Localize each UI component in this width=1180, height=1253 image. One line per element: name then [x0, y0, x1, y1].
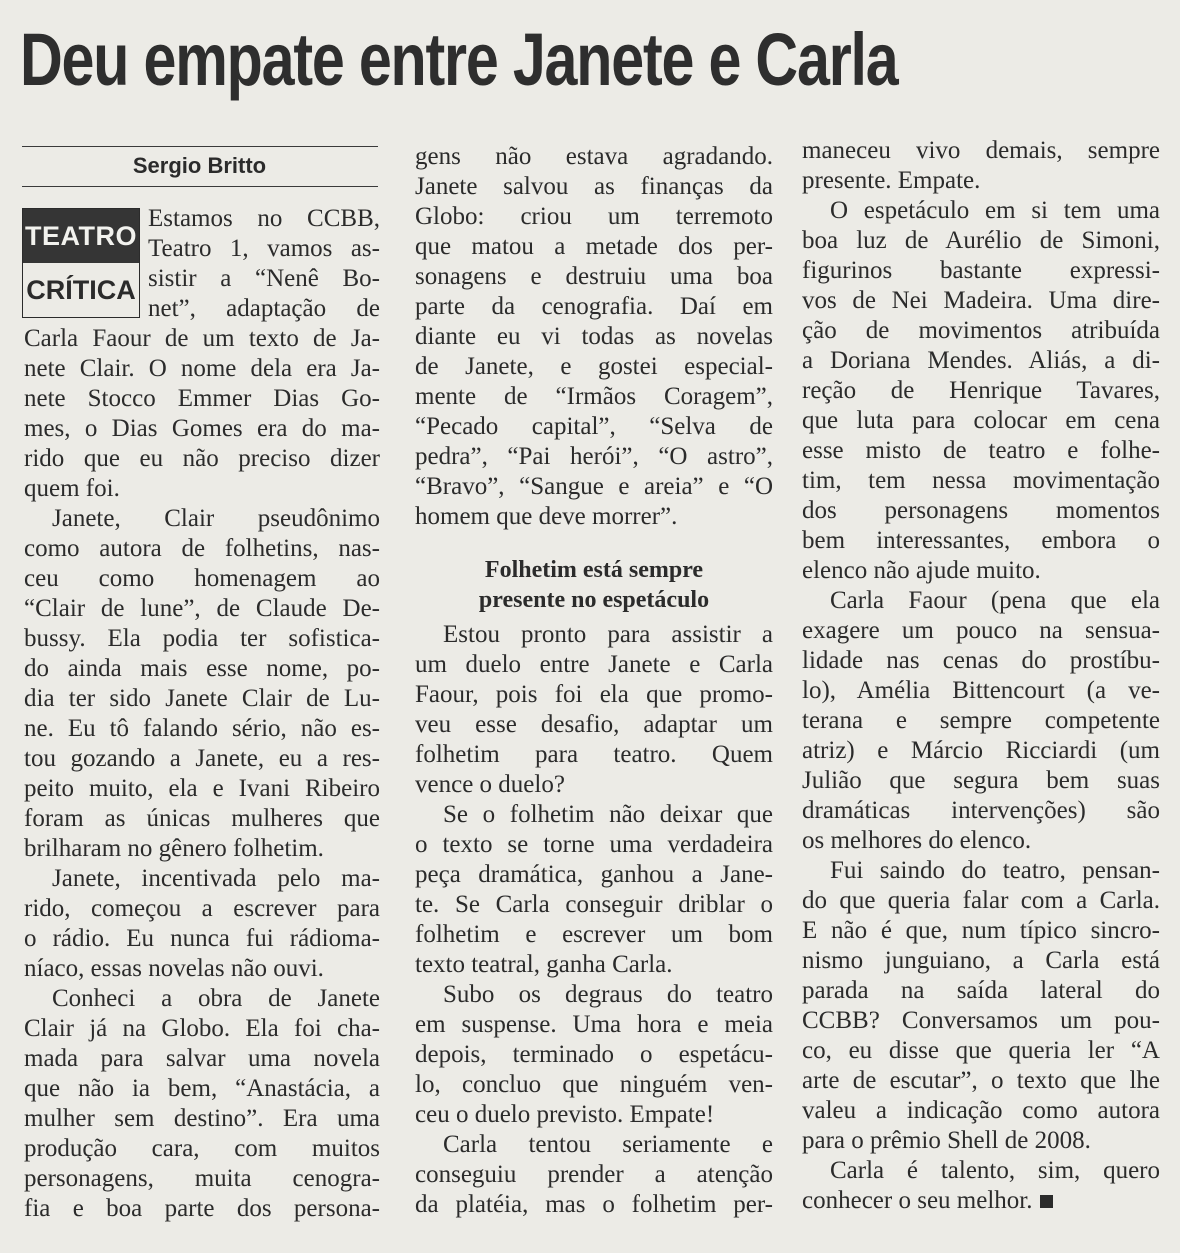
- text-line: Estou pronto para assistir a: [443, 621, 773, 648]
- text-line: Globo: criou um terremoto: [415, 203, 773, 230]
- text-line: bussy. Ela podia ter sofistica-: [24, 625, 380, 652]
- subheading-line-2: presente no espetáculo: [478, 587, 710, 613]
- text-line: como autora de folhetins, nas-: [24, 535, 380, 562]
- text-line: arte de escutar”, o texto que lhe: [802, 1067, 1160, 1094]
- text-line: depois, terminado o espetácu-: [415, 1041, 773, 1068]
- text-line: folhetim para teatro. Quem: [415, 741, 773, 768]
- text-line: ceu o duelo previsto. Empate!: [415, 1101, 715, 1128]
- text-line: Janete, incentivada pelo ma-: [52, 865, 380, 892]
- text-line: que luta para colocar em cena: [802, 407, 1160, 434]
- text-line: veu esse desafio, adaptar um: [415, 711, 773, 738]
- byline: Sergio Britto: [132, 153, 267, 178]
- text-line: rido que eu não preciso dizer: [24, 445, 380, 472]
- text-line: vence o duelo?: [415, 771, 565, 798]
- text-line: terana e sempre competente: [802, 707, 1160, 734]
- text-line: pedra”, “Pai herói”, “O astro”,: [415, 443, 773, 470]
- text-line: mente de “Irmãos Coragem”,: [415, 383, 773, 410]
- text-line: Teatro 1, vamos as-: [148, 235, 380, 262]
- text-line: brilharam no gênero folhetim.: [24, 835, 324, 862]
- text-line: CCBB? Conversamos um pou-: [802, 1007, 1160, 1034]
- text-line: Carla Faour de um texto de Ja-: [24, 325, 380, 352]
- text-line: produção cara, com muitos: [24, 1135, 380, 1162]
- text-line: reção de Henrique Tavares,: [802, 377, 1160, 404]
- text-line: valeu a indicação como autora: [802, 1097, 1160, 1124]
- text-line: lo, concluo que ninguém ven-: [415, 1071, 773, 1098]
- text-line: Julião que segura bem suas: [802, 767, 1160, 794]
- text-line: esse misto de teatro e folhe-: [802, 437, 1160, 464]
- text-line: lidade nas cenas do prostíbu-: [802, 647, 1160, 674]
- text-line: Carla Faour (pena que ela: [830, 587, 1160, 614]
- text-line: em suspense. Uma hora e meia: [415, 1011, 773, 1038]
- text-line: sistir a “Nenê Bo-: [148, 265, 380, 292]
- text-line: para o prêmio Shell de 2008.: [802, 1127, 1091, 1154]
- text-line: Carla tentou seriamente e: [443, 1131, 773, 1158]
- text-line: fia e boa parte dos persona-: [24, 1195, 380, 1222]
- byline-bottom-rule: [22, 186, 378, 187]
- text-line: dia ter sido Janete Clair de Lu-: [24, 685, 380, 712]
- byline-top-rule: [22, 146, 378, 147]
- text-line: Carla é talento, sim, quero: [830, 1157, 1160, 1184]
- text-line: do ainda mais esse nome, po-: [24, 655, 380, 682]
- section-label-critica: CRÍTICA: [26, 275, 136, 305]
- text-line: homem que deve morrer”.: [415, 503, 678, 530]
- text-line: os melhores do elenco.: [802, 827, 1032, 854]
- headline: Deu empate entre Janete e Carla: [20, 18, 898, 101]
- text-line: exagere um pouco na sensua-: [802, 617, 1160, 644]
- section-stamp: [22, 208, 140, 318]
- text-line: Janete, Clair pseudônimo: [52, 505, 380, 532]
- text-line: figurinos bastante expressi-: [802, 257, 1160, 284]
- text-line: bem interessantes, embora o: [802, 527, 1160, 554]
- text-line: mada para salvar uma novela: [24, 1045, 380, 1072]
- text-line: boa luz de Aurélio de Simoni,: [802, 227, 1160, 254]
- text-line: dramáticas intervenções) são: [802, 797, 1160, 824]
- text-line: a Doriana Mendes. Aliás, a di-: [802, 347, 1160, 374]
- text-line: Clair já na Globo. Ela foi cha-: [24, 1015, 380, 1042]
- section-label-teatro: TEATRO: [23, 209, 139, 263]
- text-line: um duelo entre Janete e Carla: [415, 651, 773, 678]
- text-line: peça dramática, ganhou a Jane-: [415, 861, 773, 888]
- text-line: nete Clair. O nome dela era Ja-: [24, 355, 380, 382]
- text-line: que matou a metade dos per-: [415, 233, 773, 260]
- text-line: Subo os degraus do teatro: [443, 981, 773, 1008]
- text-line: personagens, muita cenogra-: [24, 1165, 380, 1192]
- text-line: mulher sem destino”. Era uma: [24, 1105, 380, 1132]
- text-line: “Pecado capital”, “Selva de: [415, 413, 773, 440]
- final-text-line: [802, 1186, 1160, 1216]
- text-line: Estamos no CCBB,: [148, 205, 380, 232]
- text-line: que não ia bem, “Anastácia, a: [24, 1075, 380, 1102]
- text-line: E não é que, num típico sincro-: [802, 917, 1160, 944]
- text-line: “Bravo”, “Sangue e areia” e “O: [415, 473, 773, 500]
- text-line: nete Stocco Emmer Dias Go-: [24, 385, 380, 412]
- text-line: mes, o Dias Gomes era do ma-: [24, 415, 380, 442]
- text-line: O espetáculo em si tem uma: [830, 197, 1160, 224]
- text-line: níaco, essas novelas não ouvi.: [24, 955, 324, 982]
- text-line: o texto se torne uma verdadeira: [415, 831, 773, 858]
- text-line: tou gozando a Janete, eu a res-: [24, 745, 380, 772]
- text-line: co, eu disse que queria ler “A: [802, 1037, 1160, 1064]
- text-line: parte da cenografia. Daí em: [415, 293, 773, 320]
- text-line: presente. Empate.: [802, 167, 981, 194]
- end-of-article-square-icon: [1040, 1195, 1053, 1208]
- text-line: texto teatral, ganha Carla.: [415, 951, 673, 978]
- text-line: ne. Eu tô falando sério, não es-: [24, 715, 380, 742]
- text-line: de Janete, e gostei especial-: [415, 353, 773, 380]
- text-line: o rádio. Eu nunca fui rádioma-: [24, 925, 380, 952]
- text-line: parada na saída lateral do: [802, 977, 1160, 1004]
- text-line: rido, começou a escrever para: [24, 895, 380, 922]
- text-line: lo), Amélia Bittencourt (a ve-: [802, 677, 1160, 704]
- text-line: diante eu vi todas as novelas: [415, 323, 773, 350]
- text-line: te. Se Carla conseguir driblar o: [415, 891, 773, 918]
- text-line: Se o folhetim não deixar que: [443, 801, 773, 828]
- text-line: vos de Nei Madeira. Uma dire-: [802, 287, 1160, 314]
- text-line: tim, tem nessa movimentação: [802, 467, 1160, 494]
- text-line: dos personagens momentos: [802, 497, 1160, 524]
- text-line: Janete salvou as finanças da: [415, 173, 773, 200]
- subheading-line-1: Folhetim está sempre: [484, 557, 704, 583]
- text-line: sonagens e destruiu uma boa: [415, 263, 773, 290]
- text-line: gens não estava agradando.: [415, 143, 773, 170]
- text-line: Faour, pois foi ela que promo-: [415, 681, 773, 708]
- text-line: peito muito, ela e Ivani Ribeiro: [24, 775, 380, 802]
- text-line: “Clair de lune”, de Claude De-: [24, 595, 380, 622]
- text-line: conseguiu prender a atenção: [415, 1161, 773, 1188]
- text-line: quem foi.: [24, 475, 120, 502]
- text-line: maneceu vivo demais, sempre: [802, 137, 1160, 164]
- text-line: Conheci a obra de Janete: [52, 985, 380, 1012]
- text-line: atriz) e Márcio Ricciardi (um: [802, 737, 1160, 764]
- text-line: net”, adaptação de: [148, 295, 380, 322]
- text-line: elenco não ajude muito.: [802, 557, 1041, 584]
- text-line: conhecer o seu melhor.: [802, 1187, 1033, 1214]
- text-line: nismo junguiano, a Carla está: [802, 947, 1160, 974]
- text-line: folhetim e escrever um bom: [415, 921, 773, 948]
- text-line: da platéia, mas o folhetim per-: [415, 1191, 773, 1218]
- text-line: ceu como homenagem ao: [24, 565, 380, 592]
- text-line: Fui saindo do teatro, pensan-: [830, 857, 1160, 884]
- text-line: foram as únicas mulheres que: [24, 805, 380, 832]
- text-line: ção de movimentos atribuída: [802, 317, 1160, 344]
- text-line: do que queria falar com a Carla.: [802, 887, 1160, 914]
